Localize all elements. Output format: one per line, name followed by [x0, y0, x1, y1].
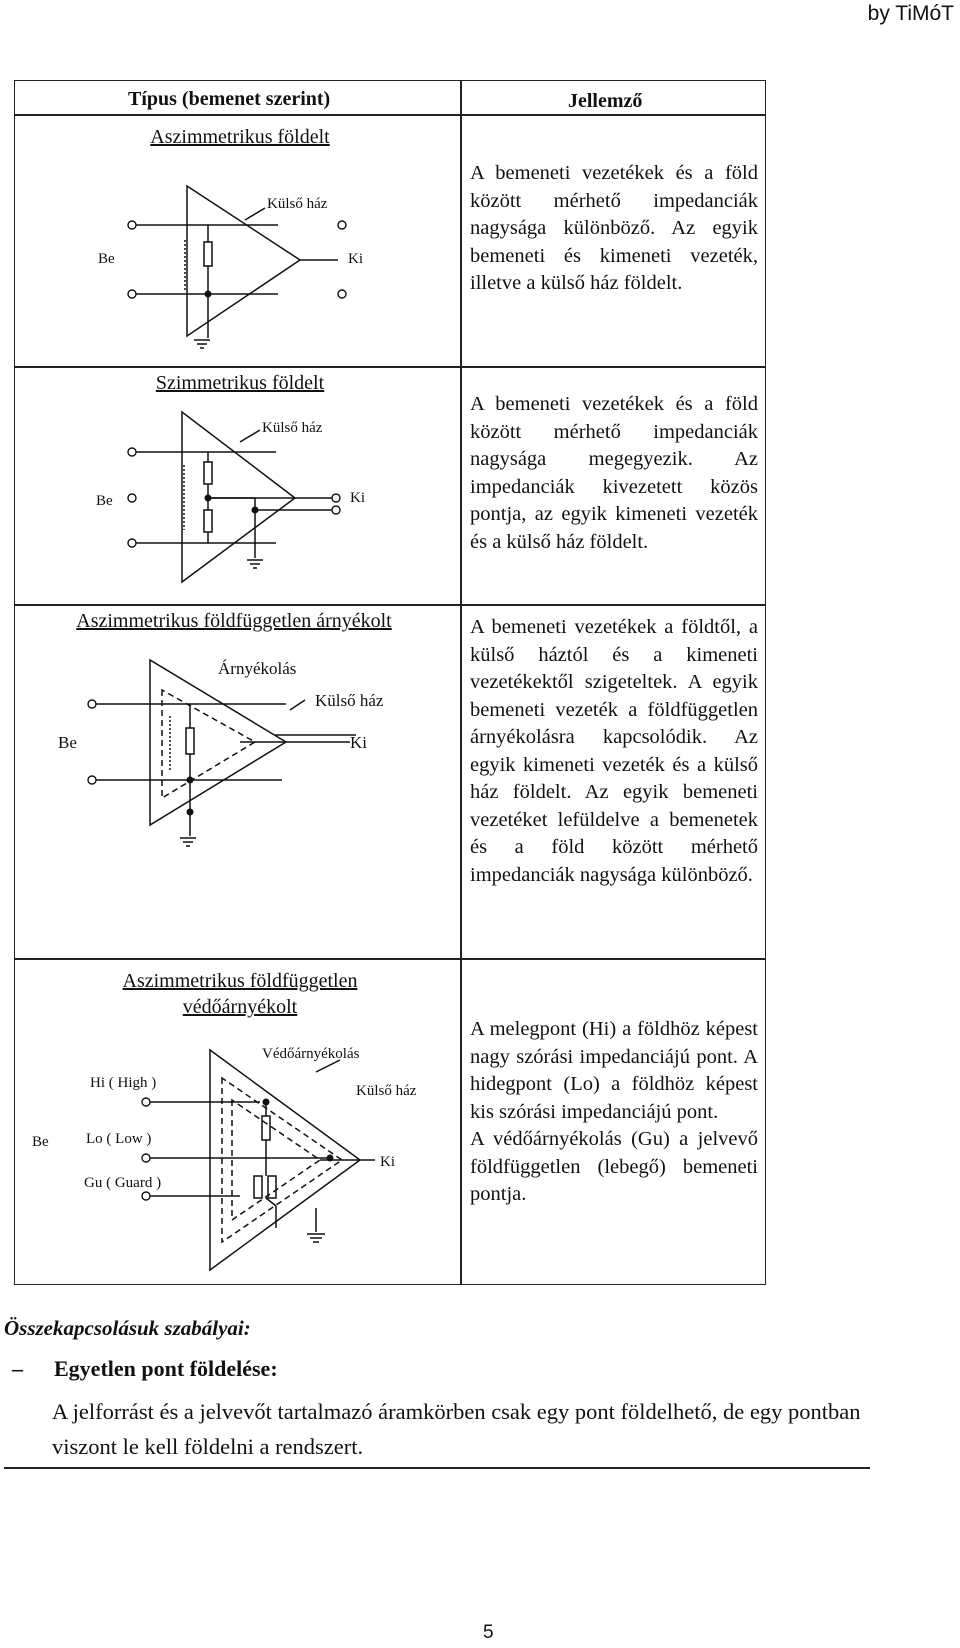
label-ki: Ki — [350, 733, 367, 752]
rule-text: A jelforrást és a jelvevőt tartalmazó áramkörben csak egy pont földelhető, de egy pontban viszont le kell földelni a rendszert. — [52, 1399, 861, 1459]
label-kulso-haz: Külső ház — [262, 420, 323, 436]
bullet-dash: – — [12, 1356, 23, 1381]
rules-title: Összekapcsolásuk szabályai: — [4, 1316, 251, 1340]
row-description: A bemeneti vezetékek és a föld között mérhető impedanciák nagysága megegyezik. Az impedanciák kivezetett közös pontja, az egyik kimeneti vezeték és a külső ház földelt. — [470, 393, 758, 553]
label-hi: Hi ( High ) — [90, 1075, 157, 1091]
label-ki: Ki — [348, 251, 363, 267]
label-ki: Ki — [350, 490, 365, 506]
asymmetric-grounded-circuit-diagram — [90, 180, 420, 350]
row-title-line: védőárnyékolt — [182, 996, 298, 1018]
row-title-line: Aszimmetrikus földfüggetlen — [122, 970, 358, 992]
page-number: 5 — [483, 1622, 494, 1643]
label-be: Be — [58, 733, 77, 752]
label-lo: Lo ( Low ) — [86, 1131, 152, 1147]
label-be: Be — [32, 1134, 49, 1150]
column-header-type: Típus (bemenet szerint) — [128, 88, 331, 110]
table-row-divider — [14, 958, 766, 960]
label-gu: Gu ( Guard ) — [84, 1175, 162, 1191]
table-row-divider — [14, 366, 766, 368]
row-title: Szimmetrikus földelt — [155, 372, 325, 394]
row-description-para: A védőárnyékolás (Gu) a jelvevő földfüggetlen (lebegő) bemeneti pontja. — [470, 1128, 758, 1205]
label-vedo: Védőárnyékolás — [262, 1046, 360, 1062]
row-title: Aszimmetrikus földelt — [150, 126, 330, 148]
row-description — [470, 1016, 758, 1209]
row-description-para: A melegpont (Hi) a földhöz képest nagy szórási impedanciájú pont. A hidegpont (Lo) a földhöz képest kis szórási impedanciájú pont. — [470, 1018, 758, 1123]
row-title — [90, 968, 390, 1020]
label-be: Be — [96, 493, 113, 509]
label-arnyekolas: Árnyékolás — [218, 659, 297, 678]
row-description: A bemeneti vezetékek és a föld között mérhető impedanciák nagysága különböző. Az egyik bemeneti és kimeneti vezeték, illetve a külső ház földelt. — [470, 162, 758, 294]
label-be: Be — [98, 251, 115, 267]
label-kulso-haz: Külső ház — [315, 691, 384, 710]
table-header-divider — [14, 114, 766, 116]
label-kulso-haz: Külső ház — [356, 1083, 417, 1099]
column-header-feature: Jellemző — [568, 90, 643, 112]
table-row-divider — [14, 604, 766, 606]
header-author: by TiMóT — [867, 2, 954, 25]
section-underline — [4, 1467, 870, 1469]
label-ki: Ki — [380, 1154, 395, 1170]
asymmetric-floating-shielded-circuit-diagram — [50, 650, 450, 850]
row-title: Aszimmetrikus földfüggetlen árnyékolt — [76, 610, 392, 632]
label-kulso-haz: Külső ház — [267, 196, 328, 212]
table-column-divider — [460, 80, 462, 1285]
rule-heading: Egyetlen pont földelése: — [54, 1356, 278, 1381]
row-description: A bemeneti vezetékek a földtől, a külső háztól és a kimeneti vezetékektől szigeteltek. A egyik bemeneti vezeték a földfüggetlen árnyékolásra kapcsolódik. Az egyik kimeneti vezeték és a külső ház földelt. Az egyik bemeneti vezetéket lefüldelve a bemenetek és a föld között mérhető impedanciák nagysága különböző. — [470, 616, 758, 886]
symmetric-grounded-circuit-diagram — [90, 410, 420, 590]
asymmetric-floating-guarded-circuit-diagram — [30, 1030, 450, 1280]
